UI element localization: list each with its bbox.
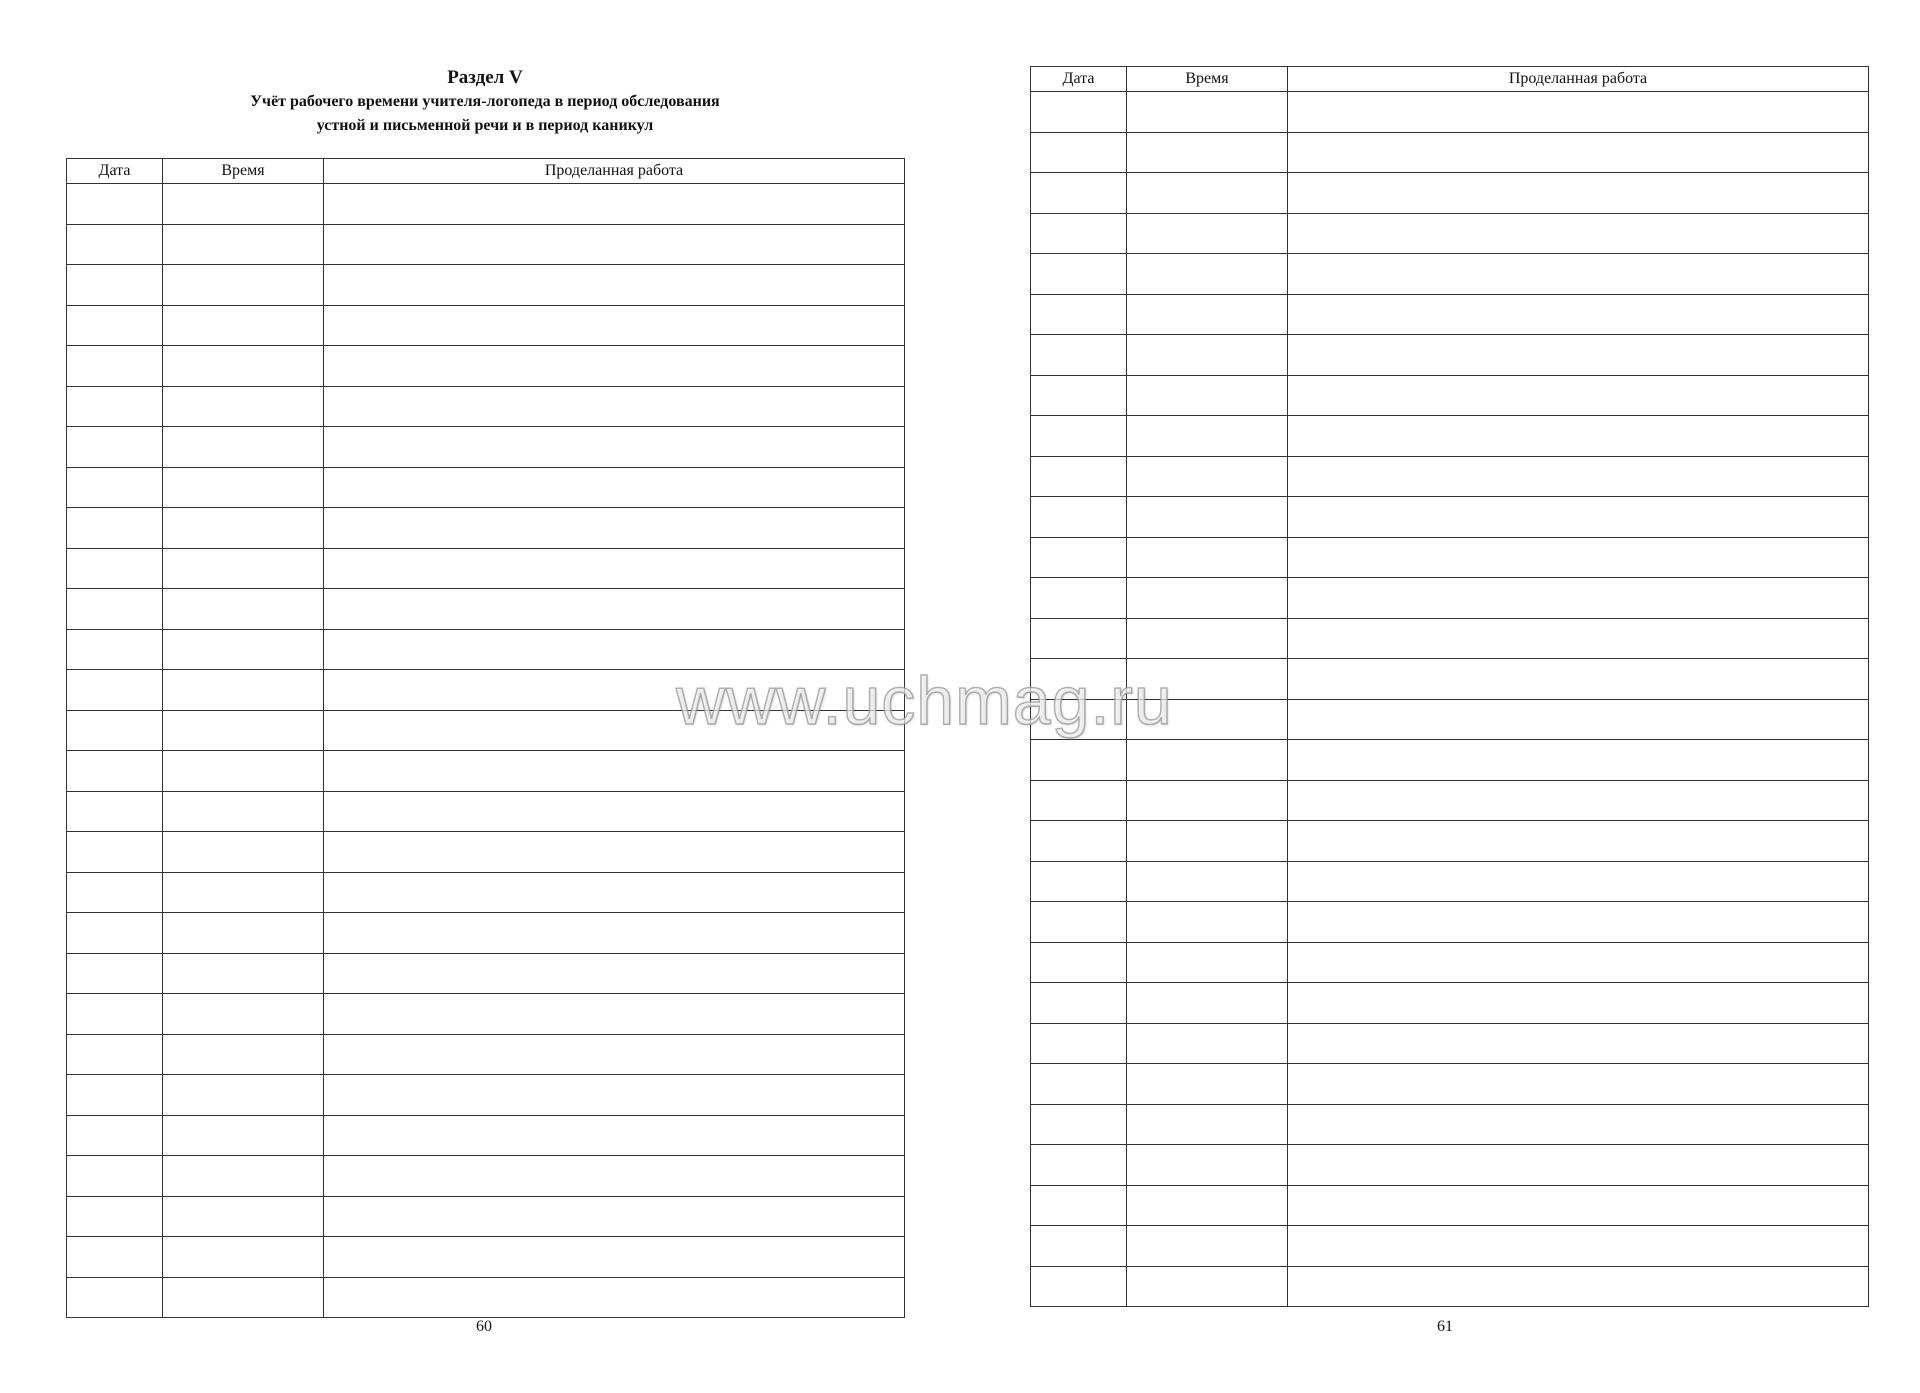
date-cell[interactable] bbox=[1031, 780, 1127, 821]
time-cell[interactable] bbox=[1127, 416, 1288, 457]
work-done-cell[interactable] bbox=[1288, 861, 1869, 902]
date-cell[interactable] bbox=[67, 1034, 163, 1075]
table-row bbox=[1031, 132, 1869, 173]
work-done-cell[interactable] bbox=[324, 184, 905, 225]
date-cell[interactable] bbox=[1031, 497, 1127, 538]
date-cell[interactable] bbox=[1031, 861, 1127, 902]
time-cell[interactable] bbox=[1127, 335, 1288, 376]
table-row bbox=[67, 1115, 905, 1156]
table-row bbox=[1031, 173, 1869, 214]
work-done-cell[interactable] bbox=[324, 224, 905, 265]
table-row bbox=[1031, 254, 1869, 295]
date-cell[interactable] bbox=[67, 1196, 163, 1237]
time-cell[interactable] bbox=[163, 224, 324, 265]
table-row bbox=[1031, 456, 1869, 497]
work-done-cell[interactable] bbox=[324, 1196, 905, 1237]
date-cell[interactable] bbox=[1031, 618, 1127, 659]
time-cell[interactable] bbox=[163, 1075, 324, 1116]
work-done-cell[interactable] bbox=[1288, 780, 1869, 821]
table-row bbox=[1031, 294, 1869, 335]
table-row bbox=[1031, 578, 1869, 619]
table-row bbox=[1031, 740, 1869, 781]
time-cell[interactable] bbox=[1127, 254, 1288, 295]
date-cell[interactable] bbox=[67, 629, 163, 670]
table-row bbox=[1031, 416, 1869, 457]
table-row bbox=[1031, 1266, 1869, 1307]
column-header-date: Дата bbox=[67, 159, 163, 184]
time-cell[interactable] bbox=[1127, 537, 1288, 578]
time-cell[interactable] bbox=[1127, 861, 1288, 902]
work-done-cell[interactable] bbox=[324, 751, 905, 792]
date-cell[interactable] bbox=[67, 224, 163, 265]
section-subtitle-line-1: Учёт рабочего времени учителя-логопеда в период обследования bbox=[250, 93, 720, 110]
table-row bbox=[67, 224, 905, 265]
time-cell[interactable] bbox=[163, 548, 324, 589]
table-row bbox=[1031, 1064, 1869, 1105]
time-cell[interactable] bbox=[1127, 942, 1288, 983]
date-cell[interactable] bbox=[1031, 1104, 1127, 1145]
date-cell[interactable] bbox=[1031, 173, 1127, 214]
time-cell[interactable] bbox=[163, 1115, 324, 1156]
date-cell[interactable] bbox=[1031, 1145, 1127, 1186]
work-done-cell[interactable] bbox=[324, 832, 905, 873]
work-done-cell[interactable] bbox=[1288, 1104, 1869, 1145]
work-done-cell[interactable] bbox=[1288, 335, 1869, 376]
date-cell[interactable] bbox=[67, 508, 163, 549]
time-cell[interactable] bbox=[163, 710, 324, 751]
date-cell[interactable] bbox=[67, 670, 163, 711]
date-cell[interactable] bbox=[67, 1075, 163, 1116]
time-cell[interactable] bbox=[163, 346, 324, 387]
time-cell[interactable] bbox=[163, 913, 324, 954]
table-row bbox=[1031, 780, 1869, 821]
table-row bbox=[67, 1034, 905, 1075]
time-cell[interactable] bbox=[163, 589, 324, 630]
time-cell[interactable] bbox=[1127, 902, 1288, 943]
table-row bbox=[67, 467, 905, 508]
column-header-time: Время bbox=[163, 159, 324, 184]
work-done-cell[interactable] bbox=[324, 508, 905, 549]
date-cell[interactable] bbox=[1031, 1185, 1127, 1226]
date-cell[interactable] bbox=[1031, 902, 1127, 943]
work-done-cell[interactable] bbox=[324, 467, 905, 508]
table-row bbox=[67, 184, 905, 225]
work-done-cell[interactable] bbox=[324, 1277, 905, 1318]
time-cell[interactable] bbox=[1127, 132, 1288, 173]
date-cell[interactable] bbox=[67, 1237, 163, 1278]
table-row bbox=[67, 994, 905, 1035]
table-row bbox=[1031, 1185, 1869, 1226]
table-row bbox=[67, 305, 905, 346]
work-done-cell[interactable] bbox=[1288, 902, 1869, 943]
table-row bbox=[67, 1156, 905, 1197]
work-done-cell[interactable] bbox=[1288, 699, 1869, 740]
page-number: 61 bbox=[1437, 1318, 1453, 1335]
time-cell[interactable] bbox=[163, 1196, 324, 1237]
table-row bbox=[67, 751, 905, 792]
work-done-cell[interactable] bbox=[324, 265, 905, 306]
time-cell[interactable] bbox=[1127, 173, 1288, 214]
time-cell[interactable] bbox=[163, 305, 324, 346]
date-cell[interactable] bbox=[1031, 375, 1127, 416]
date-cell[interactable] bbox=[67, 1277, 163, 1318]
work-done-cell[interactable] bbox=[324, 548, 905, 589]
work-done-cell[interactable] bbox=[1288, 92, 1869, 133]
date-cell[interactable] bbox=[67, 994, 163, 1035]
date-cell[interactable] bbox=[67, 184, 163, 225]
time-cell[interactable] bbox=[1127, 375, 1288, 416]
table-row bbox=[67, 265, 905, 306]
table-row bbox=[67, 1196, 905, 1237]
table-row bbox=[67, 791, 905, 832]
time-cell[interactable] bbox=[1127, 1145, 1288, 1186]
date-cell[interactable] bbox=[67, 832, 163, 873]
time-cell[interactable] bbox=[1127, 1266, 1288, 1307]
work-done-cell[interactable] bbox=[1288, 1023, 1869, 1064]
time-cell[interactable] bbox=[1127, 213, 1288, 254]
work-done-cell[interactable] bbox=[1288, 618, 1869, 659]
date-cell[interactable] bbox=[67, 589, 163, 630]
time-cell[interactable] bbox=[1127, 92, 1288, 133]
work-done-cell[interactable] bbox=[1288, 1266, 1869, 1307]
section-subtitle-line-2: устной и письменной речи и в период каникул bbox=[316, 117, 654, 134]
table-row bbox=[1031, 335, 1869, 376]
work-done-cell[interactable] bbox=[1288, 1064, 1869, 1105]
table-row bbox=[67, 953, 905, 994]
work-done-cell[interactable] bbox=[1288, 1185, 1869, 1226]
work-done-cell[interactable] bbox=[1288, 132, 1869, 173]
time-cell[interactable] bbox=[1127, 983, 1288, 1024]
work-done-cell[interactable] bbox=[1288, 578, 1869, 619]
time-cell[interactable] bbox=[1127, 497, 1288, 538]
work-done-cell[interactable] bbox=[324, 953, 905, 994]
table-header-row bbox=[67, 159, 905, 184]
work-done-cell[interactable] bbox=[324, 427, 905, 468]
work-done-cell[interactable] bbox=[1288, 213, 1869, 254]
time-cell[interactable] bbox=[163, 386, 324, 427]
date-cell[interactable] bbox=[67, 427, 163, 468]
work-done-cell[interactable] bbox=[324, 1075, 905, 1116]
table-row bbox=[1031, 537, 1869, 578]
work-done-cell[interactable] bbox=[1288, 983, 1869, 1024]
time-cell[interactable] bbox=[163, 467, 324, 508]
work-done-cell[interactable] bbox=[1288, 375, 1869, 416]
work-done-cell[interactable] bbox=[324, 346, 905, 387]
table-row bbox=[67, 386, 905, 427]
work-done-cell[interactable] bbox=[1288, 740, 1869, 781]
date-cell[interactable] bbox=[67, 791, 163, 832]
time-cell[interactable] bbox=[1127, 780, 1288, 821]
table-row bbox=[1031, 942, 1869, 983]
work-done-cell[interactable] bbox=[1288, 456, 1869, 497]
work-done-cell[interactable] bbox=[324, 872, 905, 913]
time-cell[interactable] bbox=[1127, 1226, 1288, 1267]
date-cell[interactable] bbox=[1031, 578, 1127, 619]
date-cell[interactable] bbox=[67, 953, 163, 994]
date-cell[interactable] bbox=[1031, 254, 1127, 295]
date-cell[interactable] bbox=[67, 913, 163, 954]
work-done-cell[interactable] bbox=[1288, 254, 1869, 295]
table-row bbox=[67, 346, 905, 387]
time-cell[interactable] bbox=[163, 953, 324, 994]
table-row bbox=[1031, 618, 1869, 659]
date-cell[interactable] bbox=[67, 386, 163, 427]
date-cell[interactable] bbox=[1031, 1226, 1127, 1267]
date-cell[interactable] bbox=[67, 1115, 163, 1156]
work-done-cell[interactable] bbox=[1288, 173, 1869, 214]
time-cell[interactable] bbox=[163, 670, 324, 711]
column-header-date: Дата bbox=[1031, 67, 1127, 92]
date-cell[interactable] bbox=[67, 872, 163, 913]
date-cell[interactable] bbox=[1031, 942, 1127, 983]
work-done-cell[interactable] bbox=[1288, 294, 1869, 335]
work-done-cell[interactable] bbox=[324, 386, 905, 427]
table-row bbox=[1031, 821, 1869, 862]
table-row bbox=[67, 548, 905, 589]
time-cell[interactable] bbox=[163, 1237, 324, 1278]
date-cell[interactable] bbox=[67, 346, 163, 387]
date-cell[interactable] bbox=[67, 467, 163, 508]
work-done-cell[interactable] bbox=[1288, 821, 1869, 862]
date-cell[interactable] bbox=[67, 305, 163, 346]
work-done-cell[interactable] bbox=[324, 589, 905, 630]
time-cell[interactable] bbox=[1127, 821, 1288, 862]
work-done-cell[interactable] bbox=[1288, 659, 1869, 700]
work-done-cell[interactable] bbox=[1288, 1145, 1869, 1186]
work-done-cell[interactable] bbox=[324, 1034, 905, 1075]
time-cell[interactable] bbox=[1127, 294, 1288, 335]
date-cell[interactable] bbox=[1031, 335, 1127, 376]
table-row bbox=[67, 1075, 905, 1116]
table-row bbox=[67, 913, 905, 954]
date-cell[interactable] bbox=[1031, 1023, 1127, 1064]
time-cell[interactable] bbox=[163, 751, 324, 792]
work-done-cell[interactable] bbox=[1288, 416, 1869, 457]
work-done-cell[interactable] bbox=[324, 1156, 905, 1197]
column-header-work-done: Проделанная работа bbox=[1288, 67, 1869, 92]
date-cell[interactable] bbox=[1031, 1266, 1127, 1307]
time-cell[interactable] bbox=[163, 427, 324, 468]
date-cell[interactable] bbox=[67, 1156, 163, 1197]
work-done-cell[interactable] bbox=[1288, 1226, 1869, 1267]
date-cell[interactable] bbox=[1031, 821, 1127, 862]
table-row bbox=[67, 1277, 905, 1318]
date-cell[interactable] bbox=[1031, 294, 1127, 335]
work-done-cell[interactable] bbox=[1288, 537, 1869, 578]
table-row bbox=[1031, 92, 1869, 133]
table-row bbox=[67, 872, 905, 913]
time-cell[interactable] bbox=[163, 629, 324, 670]
table-header-row bbox=[1031, 67, 1869, 92]
date-cell[interactable] bbox=[1031, 983, 1127, 1024]
table-row bbox=[1031, 375, 1869, 416]
time-cell[interactable] bbox=[163, 1156, 324, 1197]
time-cell[interactable] bbox=[163, 508, 324, 549]
date-cell[interactable] bbox=[1031, 416, 1127, 457]
work-done-cell[interactable] bbox=[324, 1237, 905, 1278]
time-cell[interactable] bbox=[163, 1034, 324, 1075]
time-cell[interactable] bbox=[163, 1277, 324, 1318]
date-cell[interactable] bbox=[1031, 456, 1127, 497]
column-header-time: Время bbox=[1127, 67, 1288, 92]
page-number: 60 bbox=[476, 1318, 492, 1335]
table-row bbox=[1031, 1104, 1869, 1145]
table-row bbox=[67, 427, 905, 468]
work-done-cell[interactable] bbox=[1288, 942, 1869, 983]
table-row bbox=[1031, 497, 1869, 538]
table-row bbox=[1031, 1226, 1869, 1267]
table-row bbox=[1031, 213, 1869, 254]
date-cell[interactable] bbox=[1031, 537, 1127, 578]
table-row bbox=[1031, 1023, 1869, 1064]
time-cell[interactable] bbox=[163, 994, 324, 1035]
date-cell[interactable] bbox=[67, 710, 163, 751]
work-done-cell[interactable] bbox=[324, 994, 905, 1035]
time-cell[interactable] bbox=[1127, 578, 1288, 619]
time-cell[interactable] bbox=[1127, 618, 1288, 659]
time-cell[interactable] bbox=[163, 872, 324, 913]
table-row bbox=[67, 832, 905, 873]
date-cell[interactable] bbox=[1031, 132, 1127, 173]
time-cell[interactable] bbox=[1127, 740, 1288, 781]
table-row bbox=[67, 508, 905, 549]
section-title bbox=[66, 66, 904, 138]
time-cell[interactable] bbox=[163, 832, 324, 873]
time-cell[interactable] bbox=[1127, 1185, 1288, 1226]
time-cell[interactable] bbox=[1127, 1023, 1288, 1064]
date-cell[interactable] bbox=[1031, 213, 1127, 254]
date-cell[interactable] bbox=[1031, 92, 1127, 133]
table-row bbox=[67, 589, 905, 630]
date-cell[interactable] bbox=[1031, 740, 1127, 781]
work-done-cell[interactable] bbox=[324, 1115, 905, 1156]
table-row bbox=[1031, 983, 1869, 1024]
date-cell[interactable] bbox=[67, 548, 163, 589]
work-done-cell[interactable] bbox=[324, 913, 905, 954]
time-cell[interactable] bbox=[1127, 1104, 1288, 1145]
section-heading: Раздел V bbox=[447, 67, 523, 88]
table-row bbox=[1031, 861, 1869, 902]
work-done-cell[interactable] bbox=[324, 305, 905, 346]
time-cell[interactable] bbox=[163, 265, 324, 306]
table-row bbox=[1031, 902, 1869, 943]
watermark: www.uchmag.ru bbox=[676, 663, 1173, 739]
table-row bbox=[67, 1237, 905, 1278]
table-row bbox=[1031, 1145, 1869, 1186]
work-done-cell[interactable] bbox=[324, 791, 905, 832]
table-body bbox=[67, 184, 905, 1318]
work-done-cell[interactable] bbox=[1288, 497, 1869, 538]
date-cell[interactable] bbox=[1031, 1064, 1127, 1105]
date-cell[interactable] bbox=[67, 751, 163, 792]
time-cell[interactable] bbox=[163, 791, 324, 832]
time-cell[interactable] bbox=[1127, 1064, 1288, 1105]
time-cell[interactable] bbox=[163, 184, 324, 225]
column-header-work-done: Проделанная работа bbox=[324, 159, 905, 184]
time-cell[interactable] bbox=[1127, 456, 1288, 497]
date-cell[interactable] bbox=[67, 265, 163, 306]
